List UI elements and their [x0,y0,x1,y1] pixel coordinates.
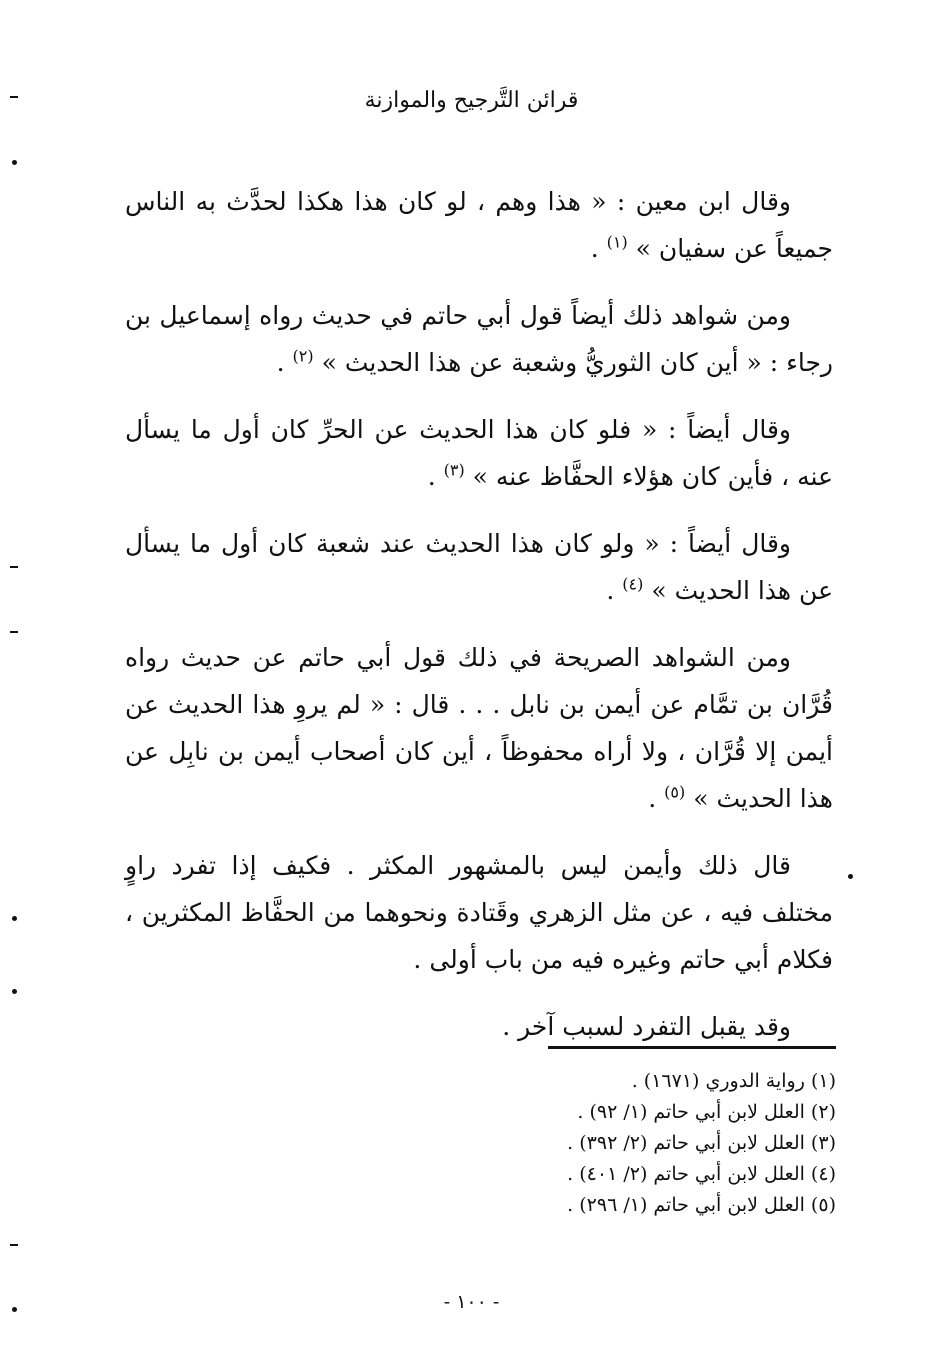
footnote-ref: (٢) [292,346,314,366]
scan-mark [848,874,853,879]
footnote: (٥) العلل لابن أبي حاتم (١/ ٢٩٦) . [567,1194,836,1216]
paragraph [125,178,833,272]
paragraph-end: . [427,462,444,491]
main-text [125,178,833,1070]
scan-mark [10,96,18,98]
footnote-ref: (٥) [664,782,686,802]
paragraph [125,1003,833,1050]
paragraph-text: ومن شواهد ذلك أيضاً قول أبي حاتم في حديث رواه إسماعيل بن رجاء : « أين كان الثوريُّ وشعبة عن هذا الحديث » [125,301,833,377]
footnote-ref: (٤) [622,574,644,594]
paragraph-end: . [648,784,665,813]
scan-mark [10,1244,18,1246]
paragraph [125,842,833,983]
paragraph-end: . [606,576,623,605]
footnote: (٣) العلل لابن أبي حاتم (٢/ ٣٩٢) . [567,1132,836,1154]
paragraph-text: وقال أيضاً : « ولو كان هذا الحديث عند شعبة كان أول ما يسأل عن هذا الحديث » [125,529,833,605]
footnote: (١) رواية الدوري (١٦٧١) . [631,1070,836,1092]
paragraph [125,634,833,822]
footnote-divider [548,1046,836,1049]
footnote: (٤) العلل لابن أبي حاتم (٢/ ٤٠١) . [567,1163,836,1185]
paragraph-text: وقال أيضاً : « فلو كان هذا الحديث عن الحرِّ كان أول ما يسأل عنه ، فأين كان هؤلاء الحفَّاظ عنه » [125,415,833,491]
paragraph-text: وقد يقبل التفرد لسبب آخر . [502,1012,791,1041]
paragraph [125,292,833,386]
footnotes [400,1066,836,1221]
paragraph [125,406,833,500]
footnote-ref: (٣) [443,460,465,480]
footnote: (٢) العلل لابن أبي حاتم (١/ ٩٢) . [577,1101,836,1123]
scan-mark [12,989,17,994]
running-header: قرائن التَّرجيح والموازنة [364,88,579,113]
scan-mark [12,160,17,165]
footnote-ref: (١) [606,232,628,252]
page-number: - ١٠٠ - [443,1291,500,1313]
paragraph-text: ومن الشواهد الصريحة في ذلك قول أبي حاتم عن حديث رواه قُرَّان بن تمَّام عن أيمن بن نابل . . . قال : « لم يروِ هذا الحديث عن أيمن إلا قُرَّان ، ولا أراه محفوظاً ، أين كان أصحاب أيمن بن نابِل عن هذا الحديث » [125,643,833,813]
paragraph [125,520,833,614]
scan-mark [10,566,18,568]
paragraph-end: . [590,234,607,263]
scan-mark [12,916,17,921]
scan-mark [10,631,18,633]
paragraph-text: وقال ابن معين : « هذا وهم ، لو كان هذا هكذا لحدَّث به الناس جميعاً عن سفيان » [125,187,833,263]
paragraph-text: قال ذلك وأيمن ليس بالمشهور المكثر . فكيف إذا تفرد راوٍ مختلف فيه ، عن مثل الزهري وقَتادة ونحوهما من الحفَّاظ المكثرين ، فكلام أبي حاتم وغيره فيه من باب أولى . [125,851,833,974]
paragraph-end: . [276,348,293,377]
scan-mark [12,1307,17,1312]
